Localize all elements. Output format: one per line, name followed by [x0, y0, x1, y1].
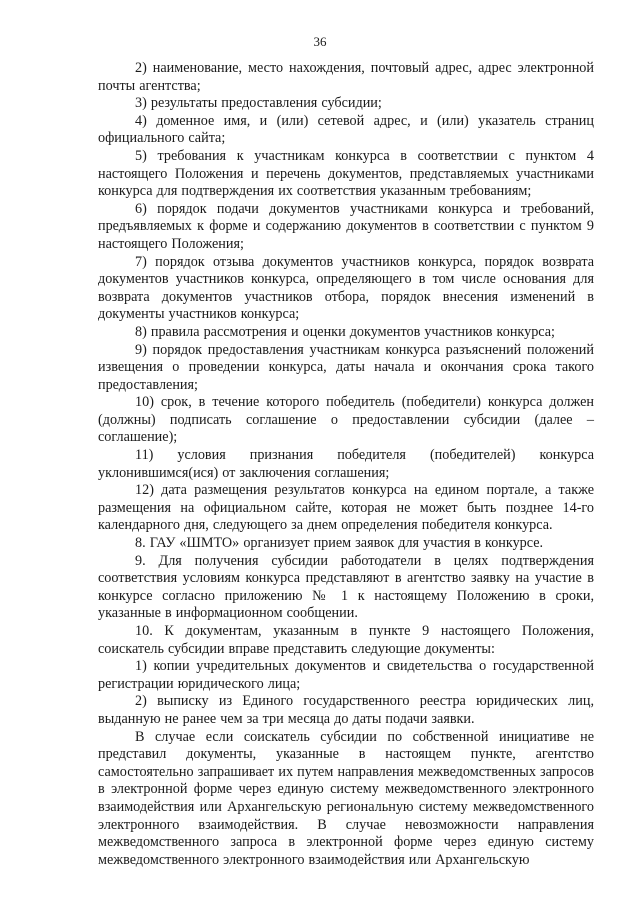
list-item-evasion-conditions: 11) условия признания победителя (победителей) конкурса уклонившимся(ися) от заключения соглашения; [98, 447, 594, 481]
list-item-review-rules: 8) правила рассмотрения и оценки документов участников конкурса; [135, 323, 555, 340]
clause-9: 9. Для получения субсидии работодатели в целях подтверждения соответствия условиям конкурса представляют в агентство заявку на участие в конкурсе согласно приложению № 1 к настоящему Положению в сроки, указанные в информационном сообщении. [98, 552, 594, 622]
list-item-subsidy-results: 3) результаты предоставления субсидии; [135, 95, 382, 112]
list-item-results-publication: 12) дата размещения результатов конкурса на едином портале, а также размещения на официальном сайте, которая не может быть позднее 14-го календарного дня, следующего за днем определения победителя конкурса. [98, 482, 594, 534]
list-item-agency-address: 2) наименование, место нахождения, почтовый адрес, адрес электронной почты агентства; [98, 60, 594, 94]
paragraph-interagency-requests: В случае если соискатель субсидии по собственной инициативе не представил документы, указанные в настоящем пункте, агентство самостоятельно запрашивает их путем направления межведомственных запросов в электронной форме через единую систему межведомственного электронного взаимодействия или Архангельскую региональную систему межведомственного электронного взаимодействия. В случае невозможности направления межведомственного запроса в электронной форме через единую систему межведомственного электронного взаимодействия или Архангельскую [98, 728, 594, 868]
list-item-participant-requirements: 5) требования к участникам конкурса в соответствии с пунктом 4 настоящего Положения и перечень документов, представляемых участниками конкурса для подтверждения их соответствия указанным требованиям; [98, 147, 594, 200]
page-number: 36 [313, 34, 327, 49]
document-body [98, 60, 594, 869]
list-item-registry-extract: 2) выписку из Единого государственного реестра юридических лиц, выданную не ранее чем за три месяца до даты подачи заявки. [98, 693, 594, 727]
clause-10: 10. К документам, указанным в пункте 9 настоящего Положения, соискатель субсидии вправе представить следующие документы: [98, 623, 594, 657]
list-item-withdrawal-procedure: 7) порядок отзыва документов участников конкурса, порядок возврата документов участников конкурса, определяющего в том числе основания для возврата документов участников отбора, порядок внесения изменений в документы участников конкурса; [98, 253, 594, 323]
list-item-submission-procedure: 6) порядок подачи документов участниками конкурса и требований, предъявляемых к форме и содержанию документов в соответствии с пунктом 9 настоящего Положения; [98, 200, 594, 252]
list-item-founding-documents: 1) копии учредительных документов и свидетельства о государственной регистрации юридического лица; [98, 658, 594, 692]
clause-8: 8. ГАУ «ШМТО» организует прием заявок для участия в конкурсе. [135, 535, 544, 552]
list-item-domain-name: 4) доменное имя, и (или) сетевой адрес, и (или) указатель страниц официального сайта; [98, 112, 594, 147]
list-item-clarifications: 9) порядок предоставления участникам конкурса разъяснений положений извещения о проведении конкурса, даты начала и окончания срока такого предоставления; [98, 341, 594, 393]
list-item-signing-deadline: 10) срок, в течение которого победитель (победители) конкурса должен (должны) подписать соглашение о предоставлении субсидии (далее – соглашение); [98, 394, 594, 446]
